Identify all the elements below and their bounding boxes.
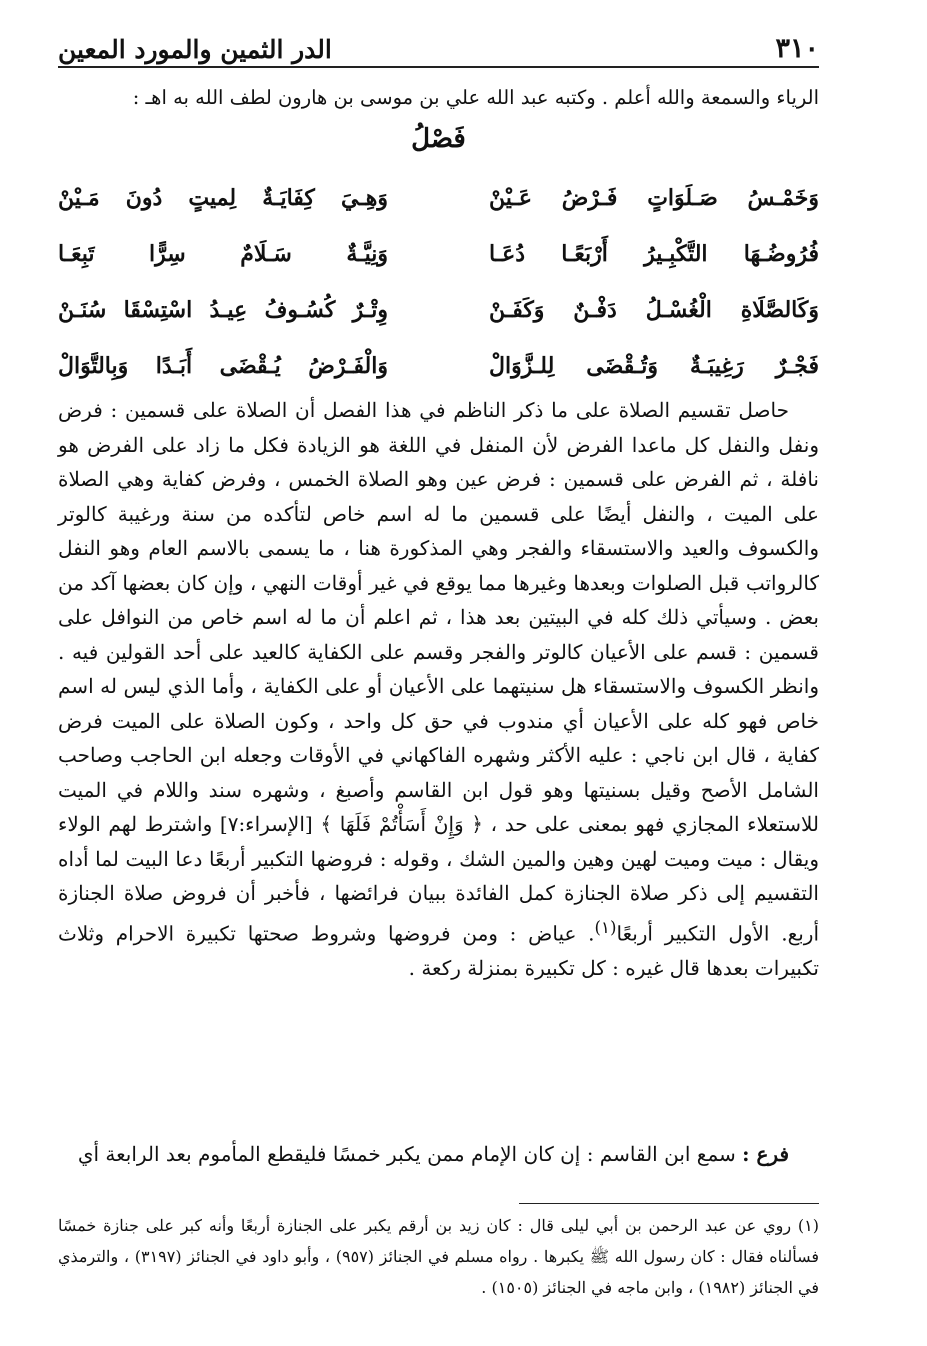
verse-second-half: وَهِـيَ كِفَايَـةٌ لِميتٍ دُونَ مَـيْنْ	[58, 185, 388, 211]
section-title: فَصْلُ	[411, 124, 466, 154]
poem	[58, 170, 819, 394]
page-number: ٣١٠	[775, 33, 819, 64]
verse-first-half: وَخَمْـسُ صَـلَوَاتٍ فَـرْضُ عَـيْنْ	[489, 185, 819, 211]
verse-second-half: وَنِيَّـةٌ سَـلَامٌ سِرًّا تَبِعَـا	[58, 241, 388, 267]
book-title: الدر الثمين والمورد المعين	[58, 35, 332, 64]
verse-first-half: وَكَالصَّلَاةِ الْغُسْـلُ دَفْـنٌ وَكَفَـنْ	[489, 297, 819, 323]
footnote: (١) روي عن عبد الرحمن بن أبي ليلى قال : كان زيد بن أرقم يكبر على الجنازة أربعًا وأنه كبر على جنازة خمسًا فسألناه فقال : كان رسول الله ﷺ يكبرها . رواه مسلم في الجنائز (٩٥٧) ، وأبو داود في الجنائز (٣١٩٧) ، والترمذي في الجنائز (١٩٨٢) ، وابن ماجه في الجنائز (١٥٠٥) .	[58, 1216, 820, 1297]
commentary-body	[58, 393, 819, 985]
verse-first-half: فُرُوضُـهَا التَّكْبِـيرُ أَرْبَعًـا دُعَـا	[489, 241, 819, 267]
intro-line: الرياء والسمعة والله أعلم . وكتبه عبد الله علي بن موسى بن هارون لطف الله به اهـ :	[132, 86, 819, 109]
verse-row	[58, 338, 819, 394]
commentary-text: حاصل تقسيم الصلاة على ما ذكر الناظم في هذا الفصل أن الصلاة على قسمين : فرض ونفل والنفل كل ماعدا الفرض لأن المنفل في اللغة هو الزيادة فكل ما زاد على الفرض هو نافلة ، ثم الفرض على قسمين : فرض عين وهو الصلاة الخمس ، وفرض كفاية وهي الصلاة على الميت ، والنفل أيضًا على قسمين ما له اسم خاص لتأكده من سنة ورغيبة كالوتر والكسوف والعيد والاستسقاء والفجر وهي المذكورة هنا ، ما يسمى بالاسم العام وهو النفل كالرواتب قبل الصلوات وبعدها وغيرها مما يوقع في غير أوقات النهي ، وإن كان بعضها آكد من بعض . وسيأتي ذلك كله في البيتين بعد هذا ، ثم اعلم أن ما له اسم خاص من النوافل على قسمين : قسم على الأعيان كالوتر والفجر وقسم على الكفاية كالعيد على أحد القولين فيه . وانظر الكسوف والاستسقاء هل سنيتهما على الأعيان أو على الكفاية ، وأما الذي ليس له اسم خاص فهو كله على الأعيان أي مندوب في حق كل واحد ، وكون الصلاة على الميت فرض كفاية ، قال ابن ناجي : عليه الأكثر وشهره الفاكهاني في الأوقات وجعله ابن الحاجب وصاحب الشامل الأصح وقيل بسنيتها وهو قول ابن القاسم وأصبغ ، وشهره سند واللام في الميت للاستعلاء المجازي فهو بمعنى على حد ، ﴿ وَإِنْ أَسَأْتُمْ فَلَهَا ﴾ [الإسراء:٧] واشترط لهم الولاء ويقال : ميت وميت لهين وهين والمين الشك ، وقوله : فروضها التكبير أربعًا دعا البيت لما أداه التقسيم إلى ذكر صلاة الجنازة كمل الفائدة ببيان فرائضها ، فأخبر أن فروض صلاة الجنازة أربع. الأول التكبير أربعًا	[58, 398, 819, 946]
verse-row	[58, 282, 819, 338]
verse-row	[58, 226, 819, 282]
footnote-reference: (١)	[594, 917, 617, 937]
verse-second-half: وِتْـرٌ كُسُـوفُ عِيـدُ اسْتِسْقَا سُنَـنْ	[58, 297, 388, 323]
page-header	[58, 22, 819, 68]
verse-second-half: وَالْفَـرْضُ يُـقْضَى أَبَـدًا وَبِالتَّوَالْ	[58, 353, 388, 379]
branch-label: فرع :	[742, 1142, 789, 1166]
verse-first-half: فَجْـرٌ رَغِيبَـةٌ وَتُـقْضَى لِلـزَّوَالْ	[489, 353, 819, 379]
footnote-divider	[519, 1203, 819, 1204]
commentary-paragraph	[58, 393, 819, 985]
branch-text: سمع ابن القاسم : إن كان الإمام ممن يكبر خمسًا فليقطع المأموم بعد الرابعة أي	[77, 1142, 736, 1166]
commentary-text-tail: . عياض : ومن فروضها وشروط صحتها تكبيرة الاحرام وثلاث تكبيرات بعدها قال غيره : كل تكبيرة بمنزلة ركعة .	[58, 921, 819, 980]
verse-row	[58, 170, 819, 226]
branch-paragraph	[58, 1137, 819, 1172]
